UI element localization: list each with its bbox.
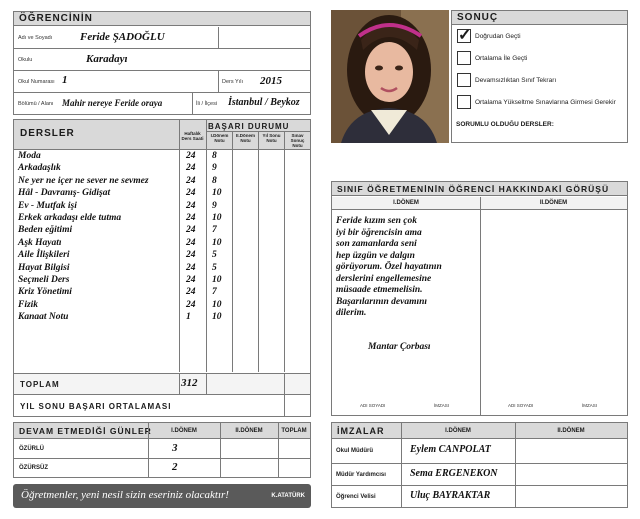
course-row	[14, 188, 310, 200]
signature-row	[332, 463, 627, 485]
course-name: Fizik	[18, 299, 39, 310]
course-row	[14, 238, 310, 250]
course-name: Kriz Yönetimi	[18, 287, 72, 298]
course-row	[14, 287, 310, 299]
course-grade: 10	[212, 188, 222, 199]
course-name: Aile İlişkileri	[18, 250, 70, 261]
course-hours: 24	[186, 151, 196, 161]
student-number: 1	[62, 74, 68, 86]
course-name: Erkek arkadaşı elde tutma	[18, 213, 122, 223]
course-name: Moda	[18, 151, 41, 161]
course-grade: 7	[212, 287, 217, 298]
absence-title: DEVAM ETMEDİĞİ GÜNLER	[19, 426, 152, 436]
signature-name: Sema ERGENEKON	[410, 467, 498, 479]
school-year: 2015	[260, 75, 282, 87]
signatures-col1: I.DÖNEM	[445, 428, 471, 434]
course-row	[14, 250, 310, 262]
opinion-section	[331, 181, 628, 416]
result-title: SONUÇ	[452, 11, 627, 25]
sign-left-2: İMZASI	[434, 403, 450, 408]
excused-label: ÖZÜRLÜ	[19, 446, 44, 452]
course-name: Ne yer ne içer ne sever ne sevmez	[18, 175, 149, 186]
opinion-col2: II.DÖNEM	[539, 200, 568, 206]
course-hours: 24	[186, 237, 196, 248]
signature-role: Müdür Yardımcısı	[336, 471, 386, 478]
col-makeup: Sınav Sonuç Notu	[290, 133, 305, 148]
result-option-label: Ortalama Yükseltme Sınavlarına Girmesi Gerekir	[475, 99, 616, 106]
course-grade: 10	[212, 312, 222, 323]
school-name: Karadayı	[86, 53, 128, 65]
course-row	[14, 163, 310, 175]
result-option[interactable]	[455, 28, 627, 46]
course-grade: 5	[212, 262, 217, 273]
course-name: Kanaat Notu	[18, 312, 69, 323]
course-grade: 10	[212, 275, 222, 285]
department: Mahir nereye Feride oraya	[62, 98, 163, 108]
course-row	[14, 300, 310, 312]
course-row	[14, 176, 310, 188]
opinion-line: görüyorum. Özel hayatının	[336, 262, 442, 272]
signatures-col2: II.DÖNEM	[557, 428, 585, 434]
student-portrait-icon	[331, 10, 449, 143]
quote-author: K.ATATÜRK	[271, 493, 305, 499]
city: İstanbul / Beykoz	[228, 97, 300, 108]
result-option-label: Doğrudan Geçti	[475, 33, 521, 40]
signatures-section	[331, 422, 628, 508]
col-sem1: I.Dönem Notu	[210, 133, 229, 143]
quote-text: Öğretmenler, yeni nesil sizin eseriniz olacaktır!	[21, 489, 229, 501]
course-row	[14, 312, 310, 324]
year-label: Ders Yılı	[222, 79, 243, 85]
result-option[interactable]	[455, 50, 627, 68]
course-hours: 24	[186, 163, 196, 174]
signature-name: Eylem CANPOLAT	[410, 444, 491, 455]
course-name: Beden eğitimi	[18, 225, 73, 236]
course-hours: 24	[186, 262, 196, 273]
courses-section	[13, 119, 311, 417]
result-section	[451, 10, 628, 143]
student-name: Feride ŞADOĞLU	[80, 31, 165, 43]
sign-right-1: ADI SOYADI	[508, 403, 534, 408]
number-label: Okul Numarası	[18, 79, 55, 85]
course-hours: 24	[186, 213, 196, 223]
status-title: BAŞARI DURUMU	[208, 122, 290, 131]
result-option[interactable]	[455, 72, 627, 90]
dept-label: Bölümü / Alanı	[18, 101, 54, 107]
course-grade: 7	[212, 225, 217, 236]
student-info-section	[13, 11, 311, 115]
total-hours: 312	[181, 377, 198, 389]
result-option-label: Devamsızlıktan Sınıf Tekrarı	[475, 77, 557, 84]
total-label: TOPLAM	[20, 380, 60, 389]
quote-banner	[13, 484, 311, 508]
course-grade: 8	[212, 151, 217, 161]
sign-left-1: ADI SOYADI	[360, 403, 386, 408]
opinion-line: derslerini engellemesine	[336, 273, 432, 284]
responsible-label: SORUMLU OLDUĞU DERSLER:	[456, 121, 554, 128]
opinion-line: müsaade etmemelisin.	[336, 285, 423, 295]
unexcused-label: ÖZÜRSÜZ	[19, 465, 48, 471]
course-hours: 24	[186, 299, 196, 310]
city-label: İli / İlçesi	[196, 101, 218, 107]
col-year: Yıl Sonu Notu	[262, 133, 281, 143]
col-hours: Haftalık Ders Saati	[181, 131, 204, 141]
courses-title: DERSLER	[20, 128, 75, 139]
opinion-title: SINIF ÖĞRETMENİNİN ÖĞRENCİ HAKKINDAKİ GÖRÜŞÜ	[332, 182, 627, 196]
course-grade: 5	[212, 250, 217, 261]
checkbox-icon[interactable]	[457, 95, 471, 109]
course-row	[14, 263, 310, 275]
result-option[interactable]	[455, 94, 627, 112]
course-name: Arkadaşlık	[18, 163, 61, 174]
signature-row	[332, 440, 627, 462]
average-label: YIL SONU BAŞARI ORTALAMASI	[20, 402, 172, 411]
student-info-title: ÖĞRENCİNİN	[14, 12, 310, 26]
school-label: Okulu	[18, 57, 33, 63]
course-name: Ev - Mutfak işi	[18, 200, 77, 211]
course-hours: 24	[186, 225, 196, 236]
name-label: Adı ve Soyadı	[18, 35, 53, 41]
signatures-title: İMZALAR	[337, 426, 385, 436]
course-hours: 24	[186, 287, 196, 298]
course-row	[14, 225, 310, 237]
course-hours: 24	[186, 175, 196, 186]
excused-value: 3	[172, 442, 178, 454]
signature-row	[332, 485, 627, 507]
opinion-col1: I.DÖNEM	[393, 200, 419, 206]
opinion-signature: Mantar Çorbası	[368, 342, 431, 352]
checkbox-icon[interactable]	[457, 51, 471, 65]
course-row	[14, 275, 310, 287]
absence-section	[13, 422, 311, 478]
opinion-line: son zamanlarda seni	[336, 239, 417, 249]
checkbox-checked-icon[interactable]: ✓	[458, 27, 472, 44]
course-hours: 1	[186, 312, 191, 323]
unexcused-value: 2	[172, 461, 178, 473]
signature-role: Öğrenci Velisi	[336, 494, 376, 500]
course-name: Hâl - Davranış- Gidişat	[18, 188, 111, 199]
course-hours: 24	[186, 250, 196, 261]
absence-col1: I.DÖNEM	[171, 428, 197, 434]
course-grade: 10	[212, 237, 222, 248]
absence-col2: II.DÖNEM	[235, 428, 263, 434]
course-row	[14, 151, 310, 163]
course-hours: 24	[186, 188, 196, 199]
course-grade: 9	[212, 200, 217, 211]
sign-right-2: İMZASI	[582, 403, 598, 408]
course-hours: 24	[186, 275, 196, 285]
opinion-text	[336, 216, 478, 320]
course-name: Aşk Hayatı	[18, 237, 62, 248]
course-grade: 10	[212, 213, 222, 223]
checkbox-icon[interactable]	[457, 73, 471, 87]
course-name: Hayat Bilgisi	[18, 262, 70, 273]
opinion-line: iyi bir öğrencisin ama	[336, 227, 422, 238]
result-option-label: Ortalama İle Geçti	[475, 55, 528, 62]
signature-name: Uluç BAYRAKTAR	[410, 490, 491, 501]
opinion-line: hep üzgün ve dalgın	[336, 250, 415, 261]
course-name: Seçmeli Ders	[18, 275, 70, 285]
course-hours: 24	[186, 200, 196, 211]
opinion-line: Başarılarının devamını	[336, 296, 428, 307]
opinion-line: Feride kızım sen çok	[336, 216, 418, 226]
opinion-line: dilerim.	[336, 308, 367, 318]
col-sem2: II.Dönem Notu	[235, 133, 255, 143]
course-grade: 9	[212, 163, 217, 174]
signature-role: Okul Müdürü	[336, 448, 373, 454]
course-grade: 10	[212, 299, 222, 310]
student-photo	[331, 10, 449, 143]
course-row	[14, 201, 310, 213]
course-grade: 8	[212, 175, 217, 186]
course-row	[14, 213, 310, 225]
absence-col3: TOPLAM	[281, 428, 307, 434]
